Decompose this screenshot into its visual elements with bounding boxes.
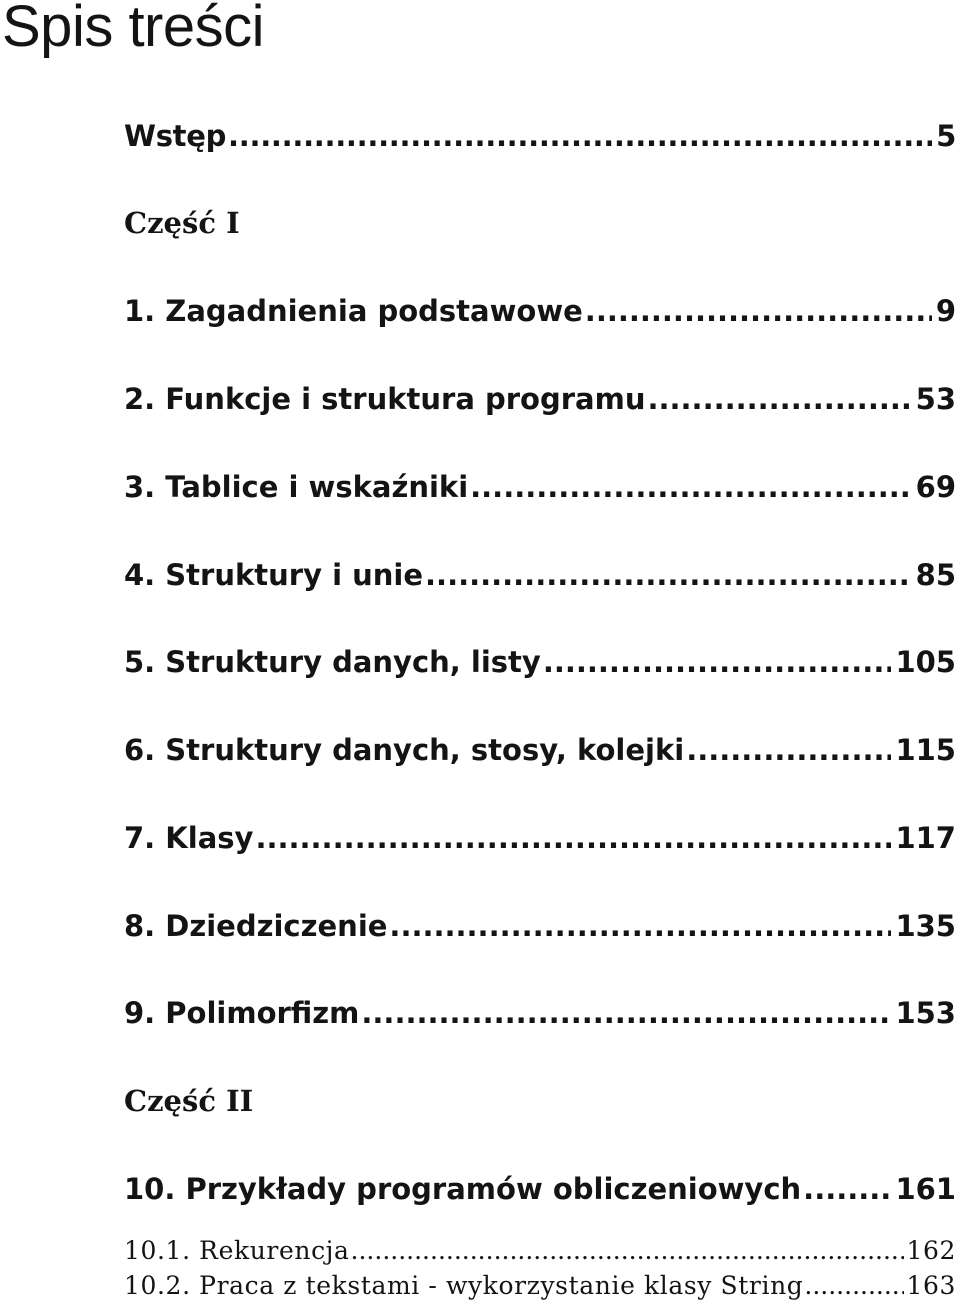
toc-entry-label: 7. Klasy [124,821,254,855]
toc-entry-label: Wstęp [124,119,227,153]
dot-leader [361,999,891,1028]
toc-entry-label: 9. Polimorfizm [124,996,360,1030]
toc-page-number: 115 [895,733,956,767]
dot-leader [803,1175,891,1204]
toc-entry-chapter-1[interactable] [124,294,956,328]
dot-leader [228,122,932,151]
part-heading-2: Część II [124,1084,254,1118]
part-heading-1: Część I [124,206,240,240]
dot-leader [351,1238,905,1263]
dot-leader [425,561,912,590]
toc-page-number: 85 [915,558,956,592]
toc-entry-chapter-9[interactable] [124,996,956,1030]
toc-entry-chapter-3[interactable] [124,470,956,504]
toc-entry-label: 5. Struktury danych, listy [124,645,541,679]
dot-leader [585,297,932,326]
toc-entry-label: 4. Struktury i unie [124,558,424,592]
toc-subentry-10-1[interactable] [124,1238,956,1263]
toc-entry-label: 1. Zagadnienia podstawowe [124,294,583,328]
toc-entry-label: 10. Przykłady programów obliczeniowych [124,1172,802,1206]
toc-entry-chapter-5[interactable] [124,645,956,679]
toc-entry-label: 6. Struktury danych, stosy, kolejki [124,733,685,767]
dot-leader [647,385,911,414]
toc-entry-label: 3. Tablice i wskaźniki [124,470,469,504]
toc-page-number: 163 [906,1271,956,1300]
toc-entry-chapter-6[interactable] [124,733,956,767]
dot-leader [389,912,891,941]
toc-entry-chapter-7[interactable] [124,821,956,855]
toc-entry-chapter-4[interactable] [124,558,956,592]
toc-page-number: 5 [936,119,956,153]
toc-subentry-label: 10.1. Rekurencja [124,1236,350,1265]
dot-leader [255,824,891,853]
toc-entry-chapter-2[interactable] [124,382,956,416]
dot-leader [804,1273,904,1298]
toc-subentry-10-2[interactable] [124,1273,956,1298]
toc-page-number: 153 [895,996,956,1030]
toc-page-number: 69 [915,470,956,504]
toc-page-number: 161 [895,1172,956,1206]
dot-leader [470,473,912,502]
page-title: Spis treści [2,0,265,59]
toc-entry-label: 8. Dziedziczenie [124,909,388,943]
toc-page-number: 135 [895,909,956,943]
dot-leader [686,736,891,765]
dot-leader [543,648,892,677]
toc-entry-chapter-8[interactable] [124,909,956,943]
toc-entry-wstep[interactable] [124,119,956,153]
toc-page-number: 162 [906,1236,956,1265]
toc-entry-chapter-10[interactable] [124,1172,956,1206]
toc-page-number: 117 [895,821,956,855]
toc-page-number: 53 [915,382,956,416]
toc-page-number: 9 [935,294,956,328]
toc-page-number: 105 [895,645,956,679]
toc-subentry-label: 10.2. Praca z tekstami - wykorzystanie klasy String [124,1271,804,1300]
toc-entry-label: 2. Funkcje i struktura programu [124,382,646,416]
